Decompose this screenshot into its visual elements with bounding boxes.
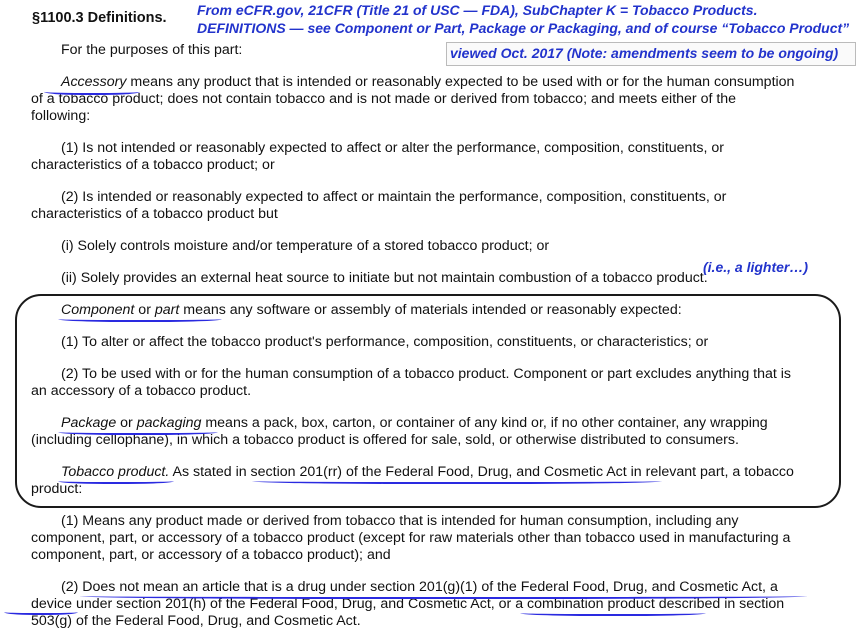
package-definition-line2: (including cellophane), in which a tobacco product is offered for sale, sold, or otherwise distributed to consumers. <box>31 432 739 448</box>
lighter-annotation: (i.e., a lighter…) <box>703 259 809 275</box>
accessory-definition-line1 <box>61 74 794 91</box>
packaging-term: packaging <box>136 415 202 431</box>
tobacco-product-term: Tobacco product. <box>61 464 170 480</box>
accessory-item1-line2: characteristics of a tobacco product; or <box>31 157 275 173</box>
accessory-definition-line3: following: <box>31 108 91 124</box>
part-term: part <box>154 302 180 318</box>
tobacco-item2-line3: 503(g) of the Federal Food, Drug, and Cosmetic Act. <box>31 613 361 629</box>
tobacco-item1-line1: (1) Means any product made or derived from tobacco that is intended for human consumption, including any <box>61 513 739 529</box>
tobacco-item2-line1: (2) Does not mean an article that is a drug under section 201(g)(1) of the Federal Food, Drug, and Cosmetic Act, a <box>61 579 778 595</box>
package-or: or <box>116 415 137 431</box>
component-text: means any software or assembly of materials intended or reasonably expected: <box>179 302 682 318</box>
source-annotation-line1: From eCFR.gov, 21CFR (Title 21 of USC — FDA), SubChapter K = Tobacco Products. <box>197 2 758 18</box>
component-or: or <box>134 302 155 318</box>
section-heading: §1100.3 Definitions. <box>32 10 167 26</box>
accessory-definition-line2: of a tobacco product; does not contain tobacco and is not made or derived from tobacco; and meets either of the <box>31 91 737 107</box>
underline-combination-product <box>520 609 706 616</box>
package-term: Package <box>61 415 117 431</box>
viewed-note: viewed Oct. 2017 (Note: amendments seem to be ongoing) <box>450 45 839 61</box>
component-item1: (1) To alter or affect the tobacco product's performance, composition, constituents, or characteristics; or <box>61 334 709 350</box>
underline-device <box>4 608 78 615</box>
tobacco-product-definition-line2: product: <box>31 481 83 497</box>
underline-not-a-drug <box>80 592 807 599</box>
accessory-item1-line1: (1) Is not intended or reasonably expected to affect or alter the performance, composition, constituents, or <box>61 140 724 156</box>
tobacco-product-text: As stated in section 201(rr) of the Federal Food, Drug, and Cosmetic Act in relevant part, a tobacco <box>169 464 794 480</box>
tobacco-item1-line3: component, part, or accessory of a tobacco product); and <box>31 547 391 563</box>
tobacco-item1-line2: component, part, or accessory of a tobacco product (except for raw materials other than tobacco used in manufacturing a <box>31 530 791 546</box>
underline-tobacco-product <box>58 477 174 484</box>
tobacco-item2-line2: device under section 201(h) of the Federal Food, Drug, and Cosmetic Act, or a combination product described in section <box>31 596 785 612</box>
underline-package-packaging <box>58 428 218 435</box>
viewed-note-box <box>446 42 856 66</box>
component-item2-line1: (2) To be used with or for the human consumption of a tobacco product. Component or part excludes anything that is <box>61 366 792 382</box>
package-text: means a pack, box, carton, or container of any kind or, if no other container, any wrapping <box>201 415 768 431</box>
underline-accessory <box>44 87 140 95</box>
underline-component-part <box>58 315 222 322</box>
component-item2-line2: an accessory of a tobacco product. <box>31 383 252 399</box>
accessory-term: Accessory <box>61 74 127 90</box>
accessory-sub1: (i) Solely controls moisture and/or temperature of a stored tobacco product; or <box>61 238 550 254</box>
intro-text: For the purposes of this part: <box>61 42 243 58</box>
accessory-sub2: (ii) Solely provides an external heat source to initiate but not maintain combustion of a tobacco product. <box>61 270 708 286</box>
accessory-text: means any product that is intended or reasonably expected to be used with or for the human consumption <box>126 74 795 90</box>
accessory-item2-line1: (2) Is intended or reasonably expected to affect or maintain the performance, composition, constituents, or <box>61 189 727 205</box>
accessory-item2-line2: characteristics of a tobacco product but <box>31 206 278 222</box>
component-term: Component <box>61 302 135 318</box>
source-annotation-line2: DEFINITIONS — see Component or Part, Package or Packaging, and of course “Tobacco Product” <box>197 20 850 36</box>
underline-section-201rr <box>252 477 662 484</box>
